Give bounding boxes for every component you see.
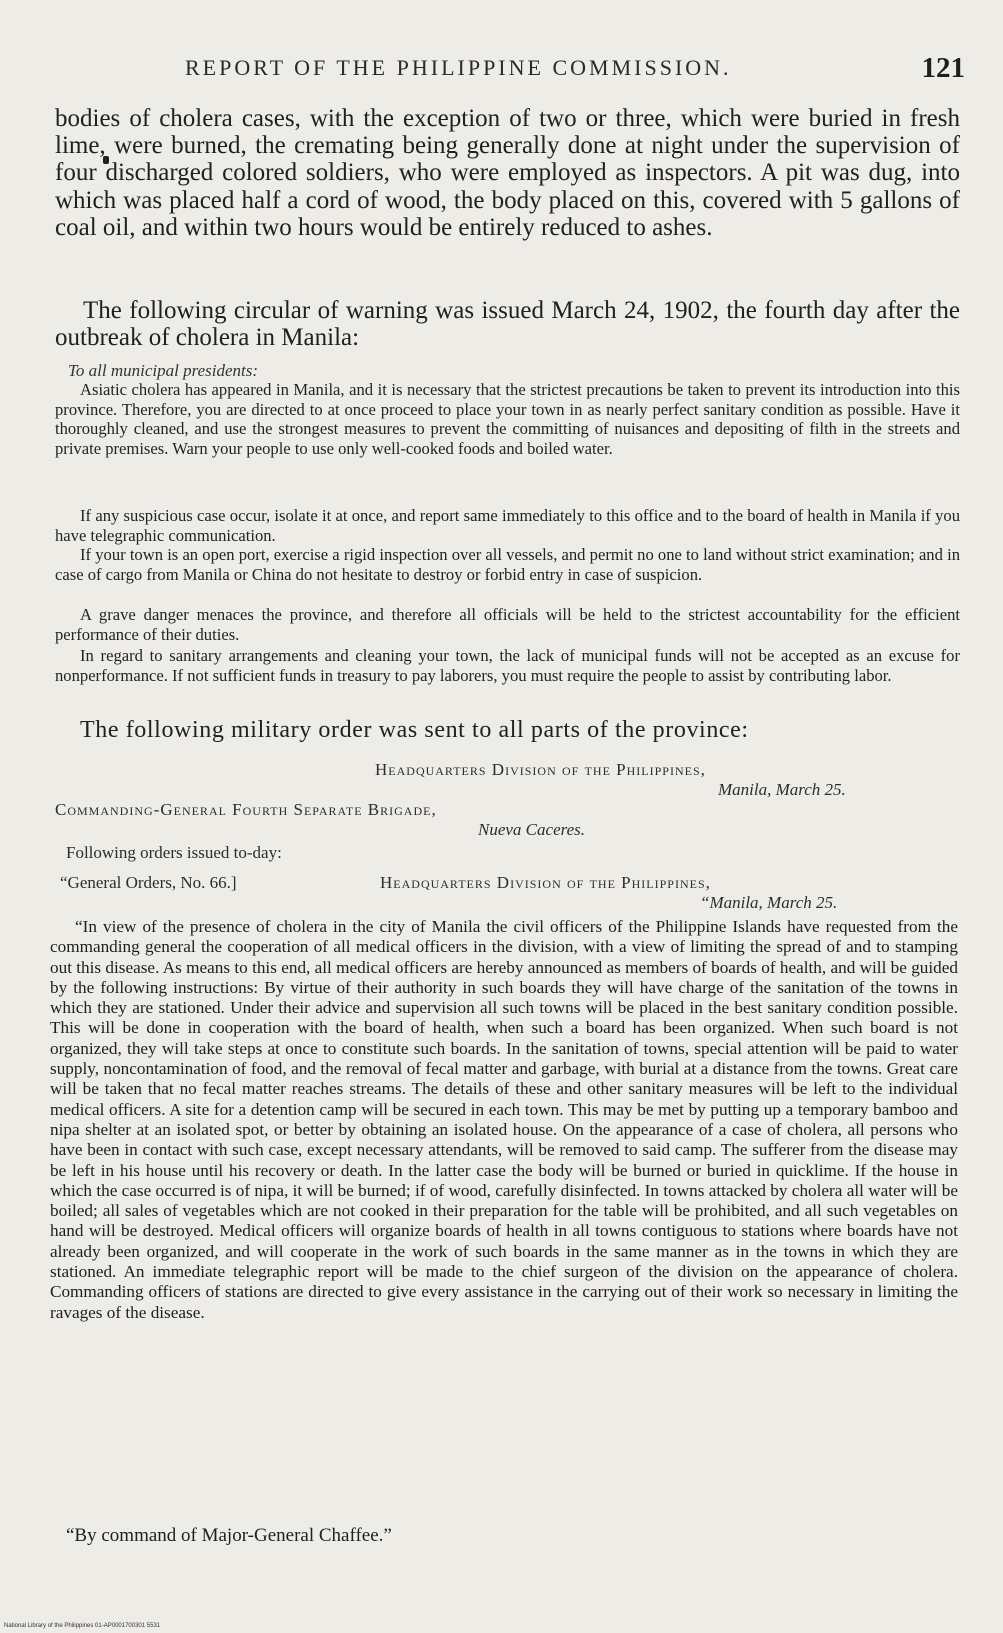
page-number: 121	[921, 51, 965, 84]
general-orders-row	[60, 873, 900, 895]
hq-heading: Headquarters Division of the Philippines,	[375, 760, 706, 779]
scan-footer: National Library of the Philippines 01-AP0001700301 5531	[4, 1623, 161, 1629]
running-head	[185, 48, 965, 88]
circular-intro-paragraph: The following circular of warning was issued March 24, 1902, the fourth day after the outbreak of cholera in Manila:	[55, 297, 960, 352]
running-head-title: REPORT OF THE PHILIPPINE COMMISSION.	[185, 55, 732, 80]
addressee: Commanding-General Fourth Separate Brigade,	[55, 800, 437, 819]
general-orders-number: “General Orders, No. 66.]	[60, 873, 237, 892]
intro-paragraph: bodies of cholera cases, with the exception of two or three, which were buried in fresh lime, were burned, the cremating being generally done at night under the supervision of four discharged colored soldiers, who were employed as inspectors. A pit was dug, into which was placed half a cord of wood, the body placed on this, covered with 5 gallons of coal oil, and within two hours would be entirely reduced to ashes.	[55, 105, 960, 241]
circular-paragraph: A grave danger menaces the province, and therefore all officials will be held to the strictest accountability for the efficient performance of their duties.	[55, 605, 960, 644]
hq-heading-2: Headquarters Division of the Philippines,	[380, 873, 711, 892]
circular-paragraph: If your town is an open port, exercise a rigid inspection over all vessels, and permit no one to land without strict examination; and in case of cargo from Manila or China do not hesitate to destroy or forbid entry in case of suspicion.	[55, 545, 960, 584]
circular-paragraph: If any suspicious case occur, isolate it at once, and report same immediately to this office and to the board of health in Manila if you have telegraphic communication.	[55, 506, 960, 545]
hq-date-2: “Manila, March 25.	[700, 893, 838, 912]
circular-paragraph: In regard to sanitary arrangements and cleaning your town, the lack of municipal funds will not be accepted as an excuse for nonperformance. If not sufficient funds in treasury to pay laborers, you must require the people to assist by contributing labor.	[55, 646, 960, 685]
following-orders-line: Following orders issued to-day:	[66, 843, 282, 862]
addressee-place: Nueva Caceres.	[478, 820, 586, 839]
hq-date: Manila, March 25.	[718, 780, 846, 799]
order-signoff: “By command of Major-General Chaffee.”	[66, 1525, 392, 1546]
circular-salutation: To all municipal presidents:	[68, 361, 258, 380]
circular-paragraph: Asiatic cholera has appeared in Manila, and it is necessary that the strictest precautions be taken to prevent its introduction into this province. Therefore, you are directed to at once proceed to place your town in as nearly perfect sanitary condition as possible. Have it thoroughly cleaned, and use the strongest measures to prevent the committing of nuisances and depositing of filth in the streets and private premises. Warn your people to use only well-cooked foods and boiled water.	[55, 380, 960, 458]
military-order-intro: The following military order was sent to all parts of the province:	[80, 717, 749, 743]
general-order-text: “In view of the presence of cholera in the city of Manila the civil officers of the Philippine Islands have requested from the commanding general the cooperation of all medical officers in the division, with a view of limiting the spread of and to stamping out this disease. As means to this end, all medical officers are hereby announced as members of boards of health, and will be guided by the following instructions: By virtue of their authority in such boards they will have charge of the sanitation of the towns in which they are stationed. Under their advice and supervision all such towns will be placed in the best sanitary condition possible. This will be done in cooperation with the board of health, when such a board has been organized. When such board is not organized, they will take steps at once to constitute such boards. In the sanitation of towns, special attention will be paid to water supply, noncontamination of food, and the removal of fecal matter and garbage, with burial at a distance from the towns. Great care will be taken that no fecal matter reaches streams. The details of these and other sanitary measures will be left to the individual medical officers. A site for a detention camp will be secured in each town. This may be met by putting up a temporary bamboo and nipa shelter at an isolated spot, or better by obtaining an isolated house. On the appearance of a case of cholera, all persons who have been in contact with such case, except necessary attendants, will be removed to said camp. The sufferer from the disease may be left in his house until his recovery or death. In the latter case the body will be burned or buried in quicklime. If the house in which the case occurred is of nipa, it will be burned; if of wood, carefully disinfected. In towns attacked by cholera all water will be boiled; all sales of vegetables which are not cooked in their preparation for the table will be prohibited, and all such vegetables on hand will be destroyed. Medical officers will organize boards of health in all towns contiguous to stations where boards have not already been organized, and will cooperate in the work of such boards in the same manner as in the towns in which they are stationed. An immediate telegraphic report will be made to the chief surgeon of the division on the appearance of cholera. Commanding officers of stations are directed to give every assistance in the carrying out of their work so necessary in limiting the ravages of the disease.	[50, 917, 958, 1322]
